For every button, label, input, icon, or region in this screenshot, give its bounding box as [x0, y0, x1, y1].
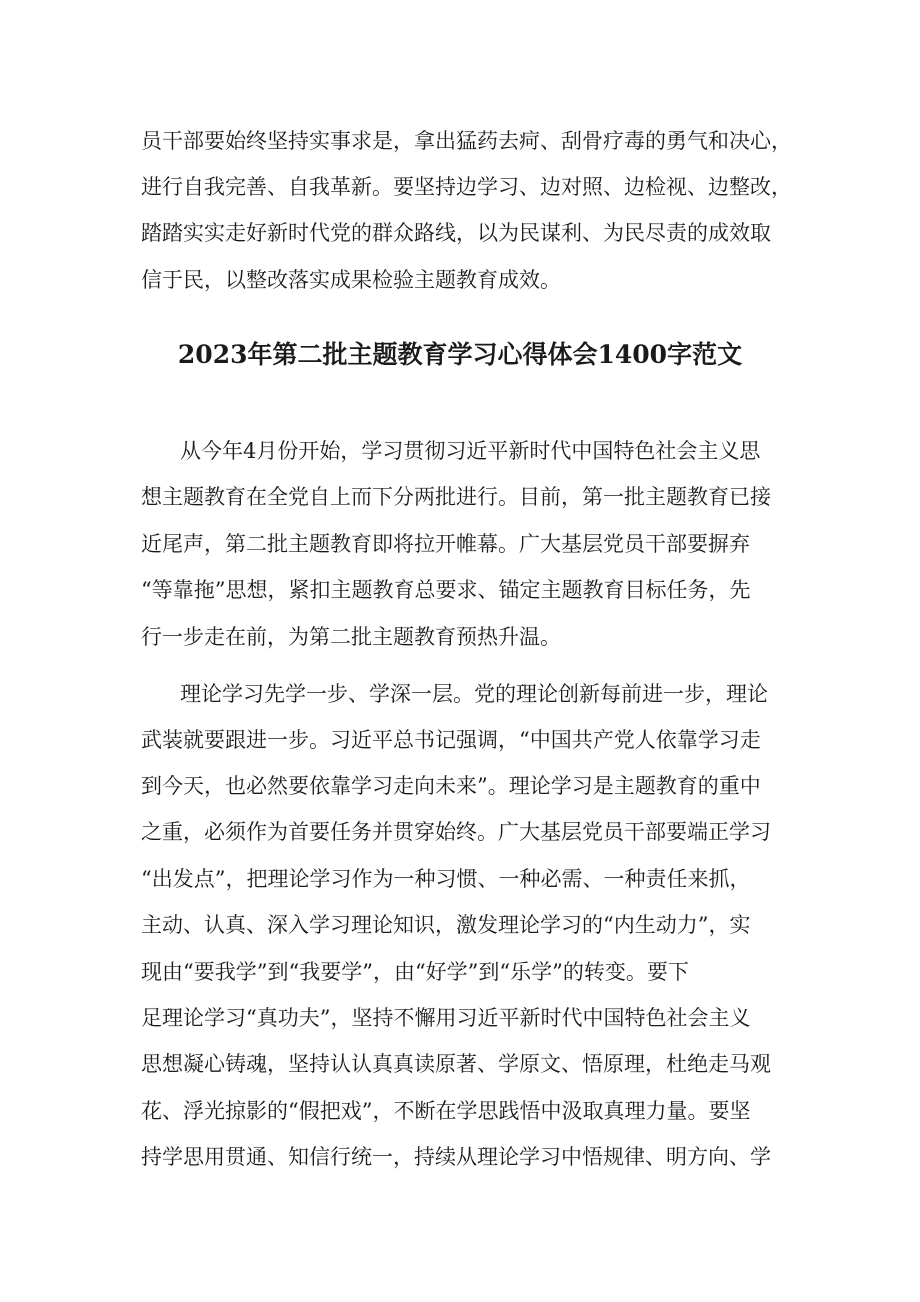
body-text-line: 近尾声，第二批主题教育即将拉开帷幕。广大基层党员干部要摒弃	[141, 532, 750, 556]
document-title: 2023年第二批主题教育学习心得体会1400字范文	[177, 340, 743, 369]
body-text-line: “出发点”，把理论学习作为一种习惯、一种必需、一种责任来抓，	[141, 867, 751, 891]
body-text-line: 花、浮光掠影的“假把戏”，不断在学思践悟中汲取真理力量。要坚	[141, 1099, 751, 1123]
body-text-line: 进行自我完善、自我革新。要坚持边学习、边对照、边检视、边整改，	[141, 175, 792, 199]
body-text-line: 主动、认真、深入学习理论知识，激发理论学习的“内生动力”，实	[141, 913, 751, 937]
body-text-line: 足理论学习“真功夫”，坚持不懈用习近平新时代中国特色社会主义	[141, 1006, 751, 1030]
body-text-line: 武装就要跟进一步。习近平总书记强调，“中国共产党人依靠学习走	[141, 728, 761, 752]
body-text-line: 思想凝心铸魂，坚持认认真真读原著、学原文、悟原理，杜绝走马观	[141, 1052, 771, 1076]
body-text-line: 行一步走在前，为第二批主题教育预热升温。	[141, 625, 561, 649]
body-text-line: 之重，必须作为首要任务并贯穿始终。广大基层党员干部要端正学习	[141, 820, 771, 844]
body-text-line: 员干部要始终坚持实事求是，拿出猛药去疴、刮骨疗毒的勇气和决心，	[141, 129, 792, 153]
body-text-line: 踏踏实实走好新时代党的群众路线，以为民谋利、为民尽责的成效取	[141, 221, 771, 245]
body-text-line: 理论学习先学一步、学深一层。党的理论创新每前进一步，理论	[180, 682, 768, 706]
body-text-line: 想主题教育在全党自上而下分两批进行。目前，第一批主题教育已接	[141, 485, 771, 509]
body-text-line: 信于民，以整改落实成果检验主题教育成效。	[141, 268, 561, 292]
body-text-line: 从今年4月份开始，学习贯彻习近平新时代中国特色社会主义思	[180, 439, 761, 463]
body-text-line: “等靠拖”思想，紧扣主题教育总要求、锚定主题教育目标任务，先	[141, 578, 751, 602]
body-text-line: 到今天，也必然要依靠学习走向未来”。理论学习是主题教育的重中	[141, 774, 761, 798]
body-text-line: 现由“要我学”到“我要学”，由“好学”到“乐学”的转变。要下	[141, 960, 689, 984]
body-text-line: 持学思用贯通、知信行统一，持续从理论学习中悟规律、明方向、学	[141, 1145, 771, 1169]
